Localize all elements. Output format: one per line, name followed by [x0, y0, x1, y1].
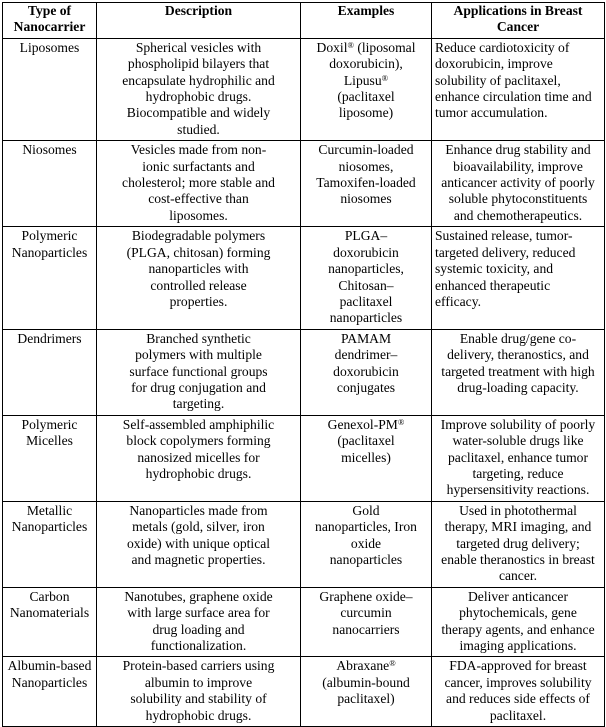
cell-examples	[301, 415, 432, 501]
cell-line: Carbon	[29, 588, 70, 604]
cell-line: micelles)	[341, 449, 391, 465]
cell-line: Protein-based carriers using	[122, 658, 275, 674]
header-line: Description	[164, 3, 233, 18]
cell-line: oxide	[350, 535, 382, 551]
cell-line: with large surface area for	[127, 605, 270, 621]
cell-examples	[301, 501, 432, 587]
cell-line: PLGA–	[344, 228, 388, 244]
cell-line: encapsulate hydrophilic and	[122, 72, 275, 88]
cell-line: anticancer activity of poorly	[441, 175, 595, 191]
cell-line: Abraxane®	[336, 658, 396, 674]
cell-line: therapy agents, and enhance	[441, 621, 595, 637]
cell-line: and reduces side effects of	[446, 691, 590, 707]
cell-line: cancer, improves solubility	[444, 674, 592, 690]
cell-line: Micelles	[26, 433, 73, 449]
cell-line: Gold	[352, 502, 380, 518]
cell-description	[97, 501, 301, 587]
cell-line: liposomes.	[169, 207, 228, 223]
cell-type	[3, 141, 97, 227]
cell-line: nanoparticles,	[328, 261, 404, 277]
cell-line: water-soluble drugs like	[452, 433, 584, 449]
cell-line: niosomes	[340, 191, 392, 207]
cell-type	[3, 38, 97, 140]
cell-line: soluble phytoconstituents	[448, 191, 588, 207]
cell-line: delivery, theranostics, and	[447, 347, 589, 363]
cell-line: curcumin	[340, 605, 392, 621]
cell-line: paclitaxel)	[337, 691, 395, 707]
cell-line: studied.	[177, 121, 220, 137]
cell-line: block copolymers forming	[126, 433, 271, 449]
cell-description	[97, 415, 301, 501]
cell-applications	[432, 501, 605, 587]
cell-line: niosomes,	[338, 158, 394, 174]
nanocarrier-table	[2, 2, 605, 727]
cell-line: (paclitaxel	[337, 89, 395, 105]
header-type-of-nanocarrier	[3, 3, 97, 39]
cell-applications	[432, 227, 605, 329]
cell-line: surface functional groups	[129, 363, 268, 379]
cell-line: Tamoxifen-loaded	[316, 175, 416, 191]
cell-line: Used in photothermal	[459, 502, 577, 518]
table-row	[3, 415, 605, 501]
cell-line: properties.	[169, 293, 228, 309]
cell-line: Dendrimers	[17, 330, 82, 346]
cell-line: phytochemicals, gene	[459, 605, 577, 621]
cell-line: drug-loading capacity.	[457, 379, 579, 395]
cell-line: controlled release	[150, 277, 247, 293]
cell-examples	[301, 329, 432, 415]
cell-type	[3, 587, 97, 657]
cell-line: enhance circulation time and	[435, 89, 592, 105]
header-applications	[432, 3, 605, 39]
cell-line: Biodegradable polymers	[131, 228, 266, 244]
cell-examples	[301, 587, 432, 657]
cell-line: polymers with multiple	[135, 347, 262, 363]
cell-type	[3, 657, 97, 727]
cell-line: Graphene oxide–	[319, 588, 413, 604]
cell-line: Genexol-PM®	[327, 416, 405, 432]
cell-line: hydrophobic drugs.	[145, 465, 252, 481]
cell-line: liposome)	[338, 105, 394, 121]
cell-line: bioavailability, improve	[453, 158, 583, 174]
cell-type	[3, 501, 97, 587]
cell-line: doxorubicin),	[329, 56, 403, 72]
cell-line: Enable drug/gene co-	[459, 330, 577, 346]
cell-line: Nanoparticles	[11, 244, 88, 260]
cell-line: cholesterol; more stable and	[122, 175, 275, 191]
cell-line: Vesicles made from non-	[130, 142, 267, 158]
cell-line: solubility and stability of	[130, 691, 267, 707]
cell-description	[97, 587, 301, 657]
cell-line: hydrophobic drugs.	[145, 707, 252, 723]
cell-applications	[432, 141, 605, 227]
cell-line: targeting.	[172, 396, 225, 412]
cell-line: FDA-approved for breast	[449, 658, 587, 674]
cell-line: Polymeric	[21, 416, 78, 432]
cell-line: enable theranostics in breast	[441, 552, 595, 567]
cell-line: and magnetic properties.	[131, 552, 266, 567]
table-header-row	[3, 3, 605, 39]
cell-line: Albumin-based	[7, 658, 92, 674]
header-line: Examples	[337, 3, 395, 18]
table-row	[3, 657, 605, 727]
table-row	[3, 587, 605, 657]
cell-line: Branched synthetic	[146, 330, 251, 346]
cell-line: Reduce cardiotoxicity of	[435, 39, 570, 55]
cell-line: for drug conjugation and	[131, 379, 266, 395]
cell-line: Metallic	[26, 502, 73, 518]
header-line: Cancer	[496, 19, 540, 35]
cell-line: oxide) with unique optical	[126, 535, 271, 551]
cell-line: albumin to improve	[144, 674, 253, 690]
cell-examples	[301, 657, 432, 727]
cell-line: cost-effective than	[148, 191, 249, 207]
header-description	[97, 3, 301, 39]
cell-line: targeted delivery, reduced	[435, 244, 576, 260]
cell-line: (PLGA, chitosan) forming	[126, 244, 271, 260]
table-row	[3, 38, 605, 140]
cell-line: metals (gold, silver, iron	[132, 519, 265, 535]
table-row	[3, 227, 605, 329]
cell-line: Liposomes	[19, 39, 80, 55]
cell-line: targeted treatment with high	[441, 363, 595, 379]
cell-line: Nanoparticles	[11, 519, 88, 535]
cell-line: Lipusu®	[343, 72, 389, 88]
cell-line: hypersensitivity reactions.	[446, 482, 590, 498]
cell-line: nanoparticles with	[148, 261, 249, 277]
cell-description	[97, 38, 301, 140]
table-row	[3, 329, 605, 415]
cell-line: Sustained release, tumor-	[435, 228, 573, 244]
cell-line: dendrimer–	[334, 347, 398, 363]
cell-line: efficacy.	[435, 293, 482, 309]
cell-applications	[432, 329, 605, 415]
cell-applications	[432, 657, 605, 727]
cell-line: hydrophobic drugs.	[145, 89, 252, 105]
cell-line: Curcumin-loaded	[318, 142, 414, 158]
cell-applications	[432, 587, 605, 657]
cell-line: doxorubicin	[333, 363, 399, 379]
cell-description	[97, 329, 301, 415]
cell-type	[3, 227, 97, 329]
cell-line: Self-assembled amphiphilic	[122, 416, 275, 432]
cell-description	[97, 227, 301, 329]
cell-description	[97, 657, 301, 727]
cell-line: PAMAM	[340, 330, 392, 346]
cell-line: targeted drug delivery;	[456, 535, 580, 551]
cell-line: Enhance drug stability and	[445, 142, 591, 158]
cell-line: Doxil® (liposomal	[316, 39, 416, 55]
cell-line: nanoparticles	[329, 552, 403, 567]
table-row	[3, 141, 605, 227]
cell-line: paclitaxel	[339, 293, 393, 309]
cell-applications	[432, 38, 605, 140]
cell-line: nanosized micelles for	[137, 449, 260, 465]
cell-line: doxorubicin	[333, 244, 399, 260]
cell-line: Niosomes	[22, 142, 77, 158]
cell-line: Nanotubes, graphene oxide	[124, 588, 273, 604]
cell-line: Chitosan–	[338, 277, 394, 293]
header-examples	[301, 3, 432, 39]
cell-line: Deliver anticancer	[467, 588, 568, 604]
cell-line: solubility of paclitaxel,	[435, 72, 561, 88]
header-line: Applications in Breast	[453, 3, 583, 18]
cell-line: Nanomaterials	[9, 605, 90, 621]
cell-line: imaging applications.	[459, 638, 577, 654]
cell-line: Biocompatible and widely	[126, 105, 271, 121]
cell-line: nanoparticles	[329, 310, 403, 326]
cell-line: tumor accumulation.	[435, 105, 548, 121]
table-row	[3, 501, 605, 587]
cell-line: (albumin-bound	[322, 674, 410, 690]
header-line: Nanocarrier	[13, 19, 86, 35]
cell-line: nanocarriers	[332, 621, 400, 637]
cell-type	[3, 329, 97, 415]
cell-line: Improve solubility of poorly	[440, 416, 596, 432]
cell-line: paclitaxel, enhance tumor	[447, 449, 589, 465]
cell-line: Spherical vesicles with	[135, 39, 262, 55]
cell-line: and chemotherapeutics.	[453, 207, 583, 223]
cell-line: targeting, reduce	[472, 465, 564, 481]
cell-line: Nanoparticles	[11, 674, 88, 690]
cell-line: (paclitaxel	[337, 433, 395, 449]
cell-line: nanoparticles, Iron	[315, 519, 417, 535]
cell-examples	[301, 141, 432, 227]
cell-description	[97, 141, 301, 227]
cell-line: systemic toxicity, and	[435, 261, 554, 277]
cell-line: ionic surfactants and	[142, 158, 255, 174]
cell-line: doxorubicin, improve	[435, 56, 553, 72]
cell-line: therapy, MRI imaging, and	[444, 519, 592, 535]
cell-line: conjugates	[336, 379, 396, 395]
cell-examples	[301, 38, 432, 140]
cell-line: functionalization.	[150, 638, 247, 654]
cell-line: Nanoparticles made from	[129, 502, 268, 518]
cell-type	[3, 415, 97, 501]
cell-line: paclitaxel.	[489, 707, 547, 723]
cell-line: Polymeric	[21, 228, 78, 244]
cell-applications	[432, 415, 605, 501]
cell-line: cancer.	[498, 568, 538, 584]
cell-line: enhanced therapeutic	[435, 277, 551, 293]
cell-examples	[301, 227, 432, 329]
cell-line: phospholipid bilayers that	[127, 56, 270, 72]
header-line: Type of	[27, 3, 72, 18]
cell-line: drug loading and	[152, 621, 245, 637]
